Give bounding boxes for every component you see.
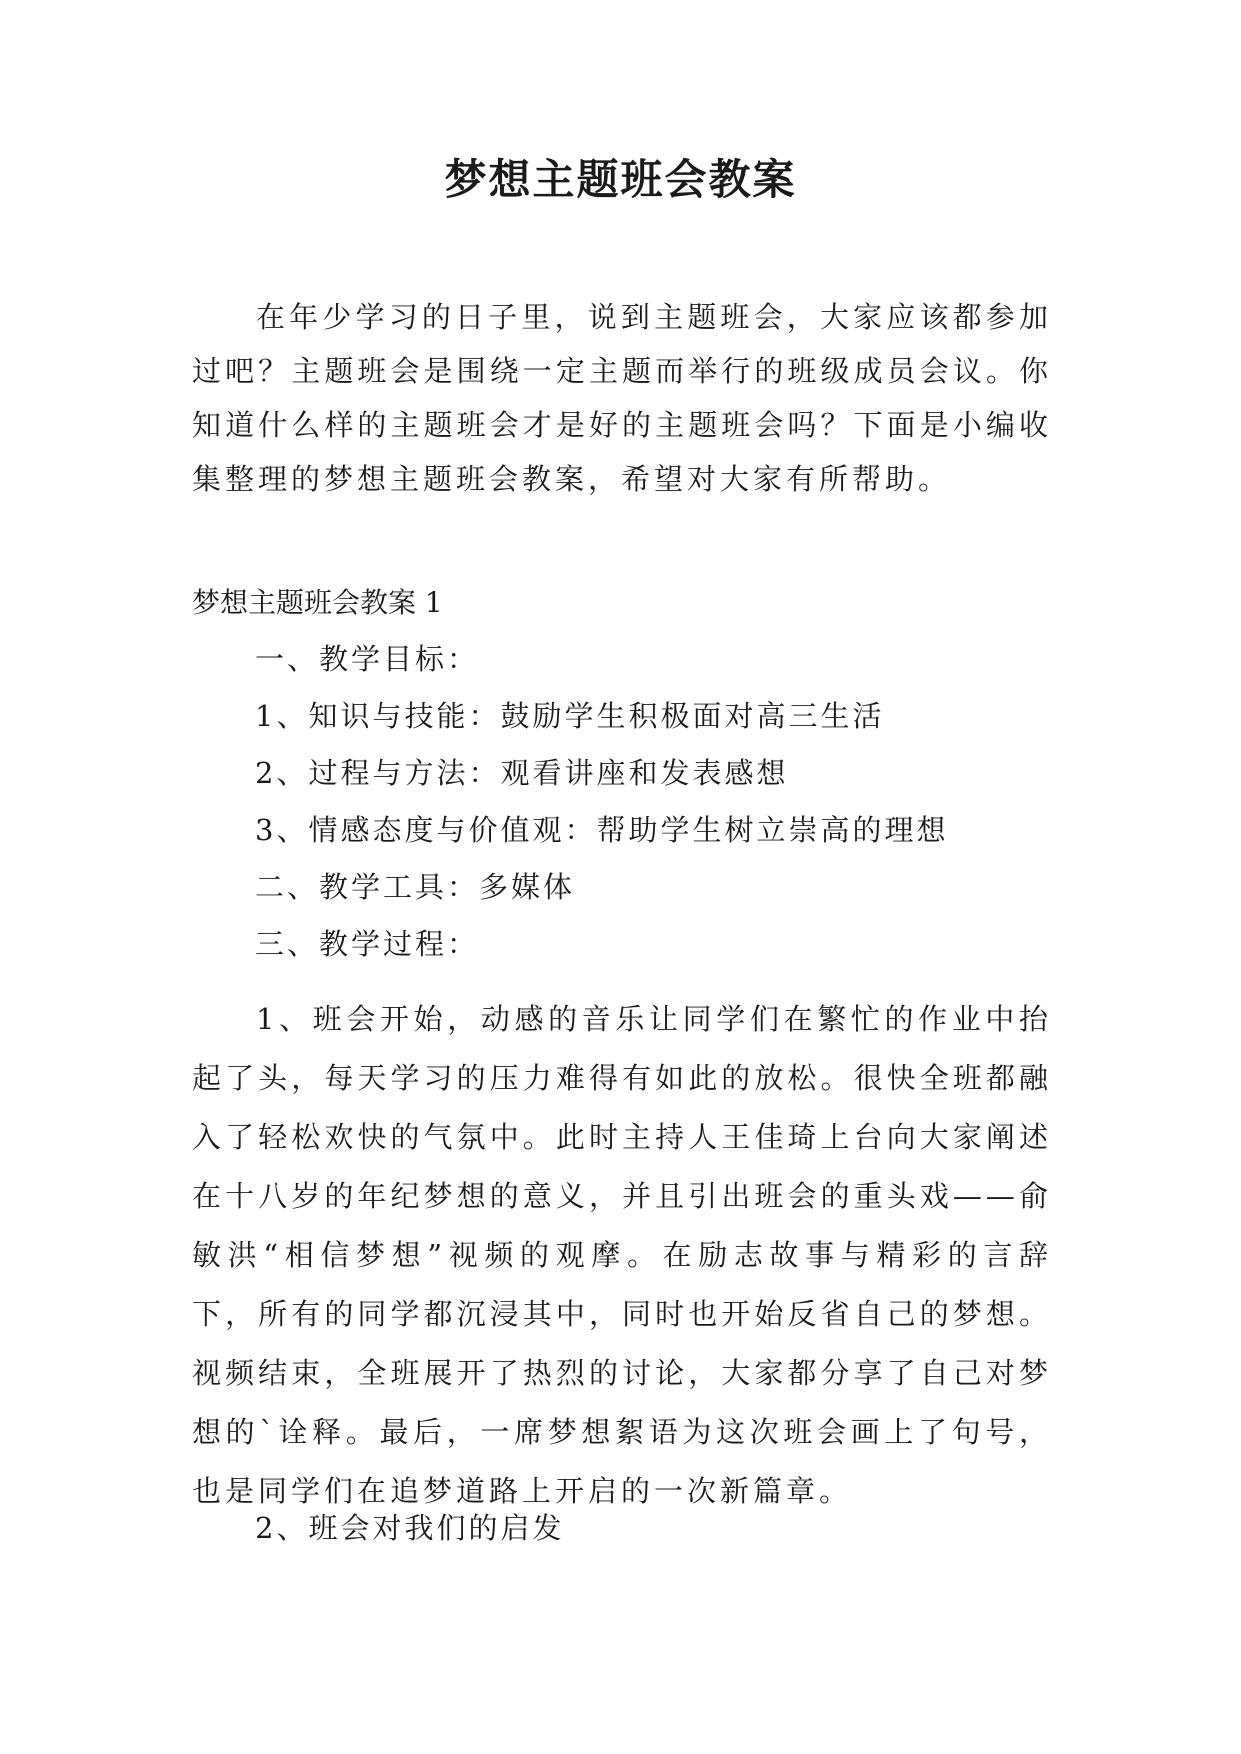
process-paragraph: 1、班会开始，动感的音乐让同学们在繁忙的作业中抬起了头，每天学习的压力难得有如此的放松。很快全班都融入了轻松欢快的气氛中。此时主持人王佳琦上台向大家阐述在十八岁的年纪梦想的意义，并且引出班会的重头戏——俞敏洪“相信梦想”视频的观摩。在励志故事与精彩的言辞下，所有的同学都沉浸其中，同时也开始反省自己的梦想。视频结束，全班展开了热烈的讨论，大家都分享了自己对梦想的`诠释。最后，一席梦想絮语为这次班会画上了句号，也是同学们在追梦道路上开启的一次新篇章。 [192,1002,1052,1508]
intro-paragraph: 在年少学习的日子里，说到主题班会，大家应该都参加过吧？主题班会是围绕一定主题而举行的班级成员会议。你知道什么样的主题班会才是好的主题班会吗？下面是小编收集整理的梦想主题班会教案，希望对大家有所帮助。 [192,300,1052,496]
objective-emotion-values: 3、情感态度与价值观：帮助学生树立崇高的理想 [255,813,949,847]
document-title: 梦想主题班会教案 [444,155,797,204]
section-heading: 梦想主题班会教案 1 [192,586,443,619]
teaching-process-heading: 三、教学过程： [255,927,480,961]
objective-process-methods: 2、过程与方法：观看讲座和发表感想 [255,756,789,790]
teaching-tools-item: 二、教学工具：多媒体 [255,870,576,904]
teaching-objectives-heading: 一、教学目标： [255,642,480,676]
objective-knowledge-skills: 1、知识与技能：鼓励学生积极面对高三生活 [255,699,885,733]
inspiration-item: 2、班会对我们的启发 [255,1511,565,1545]
